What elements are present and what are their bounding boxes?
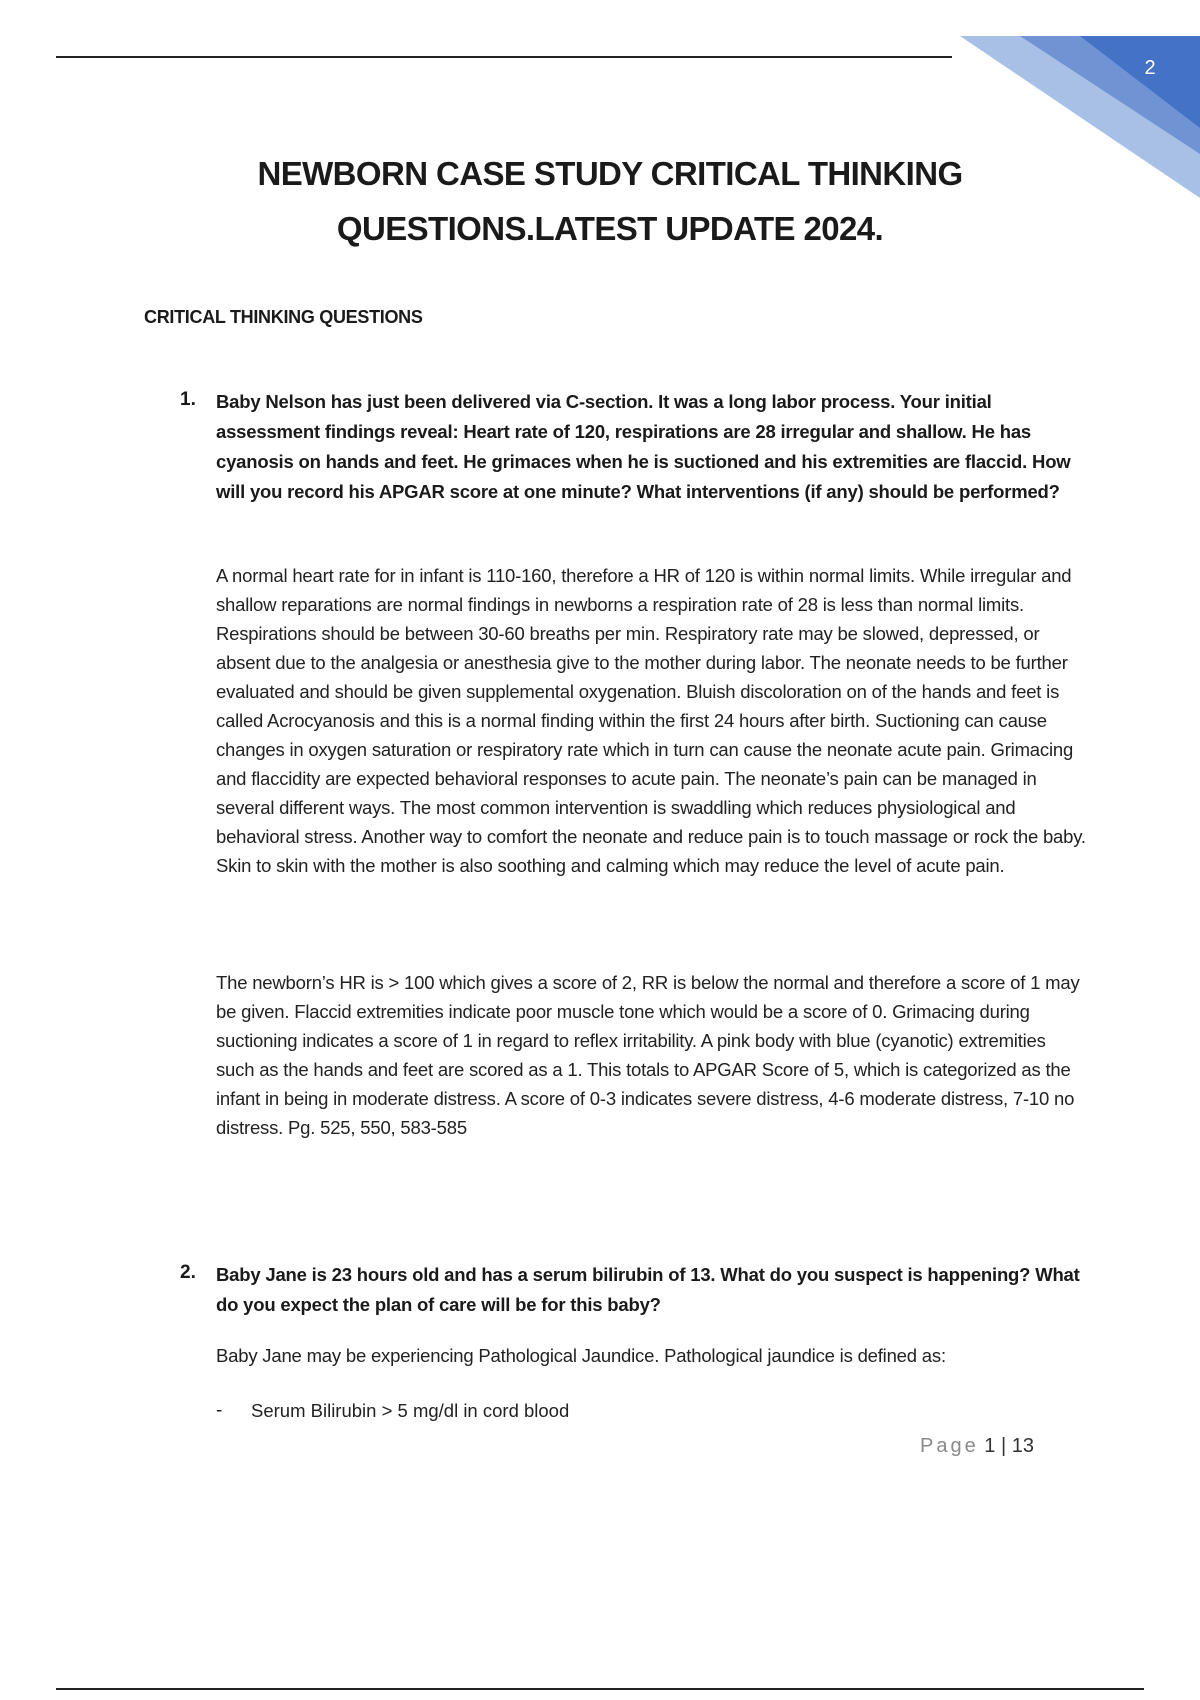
question-1-number: 1.: [180, 389, 196, 410]
footer-separator: |: [1000, 1435, 1007, 1457]
question-1-answer-paragraph-2: The newborn’s HR is > 100 which gives a score of 2, RR is below the normal and therefore a score of 1 may be given. Flaccid extremities indicate poor muscle tone which would be a score of 0. Grimacing during suctioning indicates a score of 1 in regard to reflex irritability. A pink body with blue (cyanotic) extremities such as the hands and feet are scored as a 1. This totals to APGAR Score of 5, which is categorized as the infant in being in moderate distress. A score of 0-3 indicates severe distress, 4-6 moderate distress, 7-10 no distress. Pg. 525, 550, 583-585: [216, 972, 1080, 1138]
footer-page-word: Page: [920, 1435, 979, 1457]
document-title: [230, 146, 990, 256]
question-2-number: 2.: [180, 1262, 196, 1283]
footer-page-total: 13: [1011, 1435, 1034, 1457]
question-1-answer-paragraph-1: A normal heart rate for in infant is 110-160, therefore a HR of 120 is within normal limits. While irregular and shallow reparations are normal findings in newborns a respiration rate of 28 is less than normal limits. Respirations should be between 30-60 breaths per min. Respiratory rate may be slowed, depressed, or absent due to the analgesia or anesthesia give to the mother during labor. The neonate needs to be further evaluated and should be given supplemental oxygenation. Bluish discoloration on of the hands and feet is called Acrocyanosis and this is a normal finding within the first 24 hours after birth. Suctioning can cause changes in oxygen saturation or respiratory rate which in turn can cause the neonate acute pain. Grimacing and flaccidity are expected behavioral responses to acute pain. The neonate’s pain can be managed in several different ways. The most common intervention is swaddling which reduces physiological and behavioral stress. Another way to comfort the neonate and reduce pain is to touch massage or rock the baby. Skin to skin with the mother is also soothing and calming which may reduce the level of acute pain.: [216, 565, 1086, 876]
bullet-item: Serum Bilirubin > 5 mg/dl in cord blood: [251, 1400, 570, 1421]
title-line-1: NEWBORN CASE STUDY CRITICAL THINKING: [257, 155, 963, 192]
question-1-text: Baby Nelson has just been delivered via C-section. It was a long labor process. Your initial assessment findings reveal: Heart rate of 120, respirations are 28 irregular and shallow. He has cyanosis on hands and feet. He grimaces when he is suctioned and his extremities are flaccid. How will you record his APGAR score at one minute? What interventions (if any) should be performed?: [216, 391, 1071, 502]
header-page-number: 2: [1144, 57, 1156, 79]
question-2-text: Baby Jane is 23 hours old and has a serum bilirubin of 13. What do you suspect is happening? What do you expect the plan of care will be for this baby?: [216, 1264, 1080, 1315]
section-heading: CRITICAL THINKING QUESTIONS: [144, 307, 423, 327]
footer-rule: [56, 1688, 1144, 1690]
question-2-answer-paragraph-1: Baby Jane may be experiencing Pathological Jaundice. Pathological jaundice is defined as:: [216, 1345, 946, 1366]
header-rule: [56, 56, 952, 58]
bullet-dash: -: [216, 1400, 223, 1421]
title-line-2: QUESTIONS.LATEST UPDATE 2024.: [336, 210, 884, 247]
footer-page-current: 1: [984, 1435, 996, 1457]
page-footer: [920, 1435, 1034, 1458]
